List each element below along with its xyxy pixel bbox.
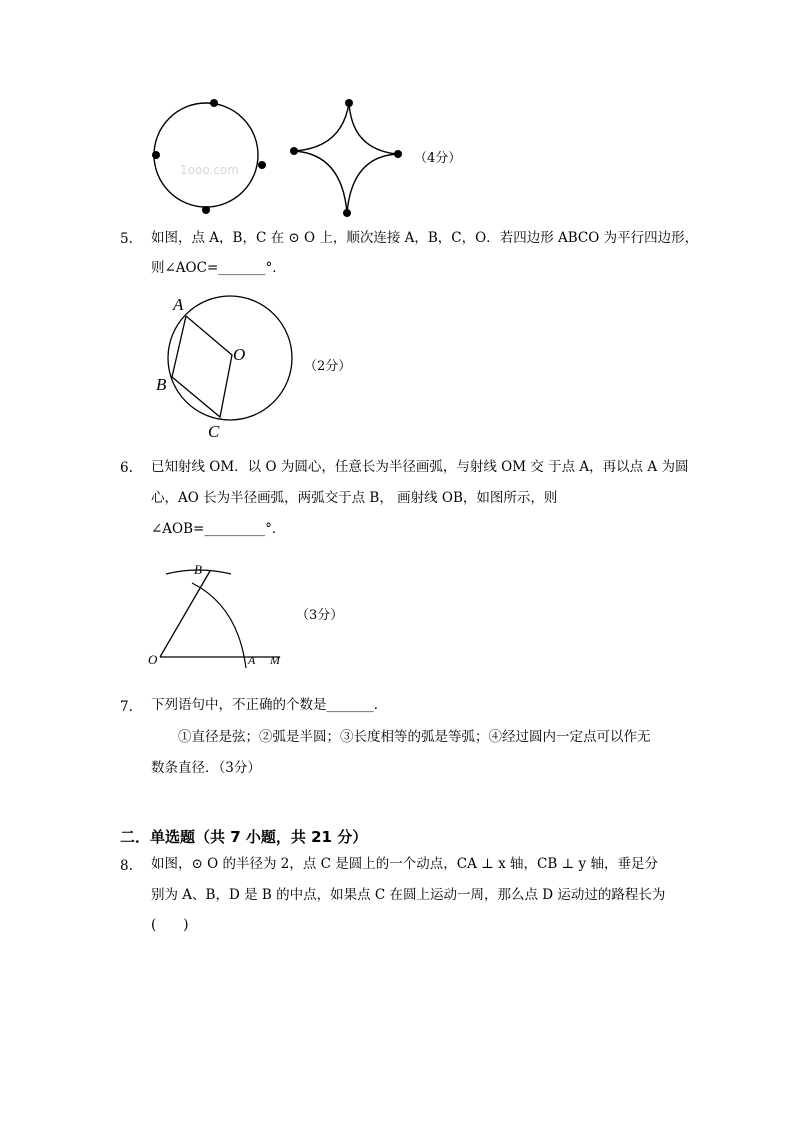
point	[258, 161, 266, 169]
score: （3分）	[296, 608, 344, 623]
point	[152, 151, 160, 159]
label-c: C	[208, 422, 220, 441]
question-text: 如图，点 A，B，C 在 ⊙ O 上，顺次连接 A，B，C，O．若四边形 ABCO 为平行四边形，	[151, 230, 699, 246]
question-number: 5.	[120, 231, 133, 247]
label-b: B	[156, 375, 167, 394]
question-number: 8.	[120, 858, 133, 874]
question-number: 7.	[120, 699, 133, 715]
question-text: 心，AO 长为半径画弧，两弧交于点 B， 画射线 OB，如图所示，则	[151, 490, 558, 506]
arc-from-o	[192, 583, 246, 668]
question-text: 已知射线 OM．以 O 为圆心，任意长为半径画弧，与射线 OM 交 于点 A，再以点 A 为圆	[151, 459, 689, 475]
star-shape	[294, 103, 398, 213]
score: （4分）	[414, 151, 462, 166]
question-text: ∠AOB=_________°．	[151, 521, 286, 537]
question-text: ①直径是弦；②弧是半圆；③长度相等的弧是等弧；④经过圆内一定点可以作无	[178, 729, 651, 745]
watermark: 1ooo.com	[180, 163, 239, 177]
point	[394, 150, 402, 158]
question-text: 如图，⊙ O 的半径为 2，点 C 是圆上的一个动点，CA ⊥ x 轴，CB ⊥ y 轴，垂足分	[151, 856, 658, 872]
figure-parallelogram-in-circle	[150, 290, 300, 445]
point	[290, 147, 298, 155]
question-text: 别为 A、B，D 是 B 的中点，如果点 C 在圆上运动一周，那么点 D 运动过的路程长为	[151, 887, 666, 903]
circle	[154, 103, 258, 207]
label-b: B	[194, 562, 202, 577]
label-a: A	[173, 295, 184, 314]
label-m: M	[270, 653, 280, 667]
point	[343, 209, 351, 217]
point	[202, 206, 210, 214]
answer-blank: ( )	[151, 917, 189, 933]
score: （2分）	[304, 359, 352, 374]
label-a: A	[248, 653, 256, 667]
question-text: 下列语句中，不正确的个数是_______．	[151, 697, 388, 713]
label-o: O	[233, 345, 246, 364]
point	[345, 99, 353, 107]
circle	[168, 296, 292, 420]
parallelogram	[172, 316, 232, 417]
label-o: O	[148, 652, 158, 667]
figure-ray-construction	[148, 556, 298, 671]
section-title: 二．单选题（共 7 小题，共 21 分）	[120, 828, 368, 846]
question-number: 6.	[120, 460, 133, 476]
question-text: 数条直径．（3分）	[151, 760, 261, 776]
question-text: 则∠AOC=_______°．	[151, 260, 286, 276]
point	[210, 99, 218, 107]
ray-ob	[160, 571, 210, 657]
figure-circle-and-star	[140, 92, 420, 222]
